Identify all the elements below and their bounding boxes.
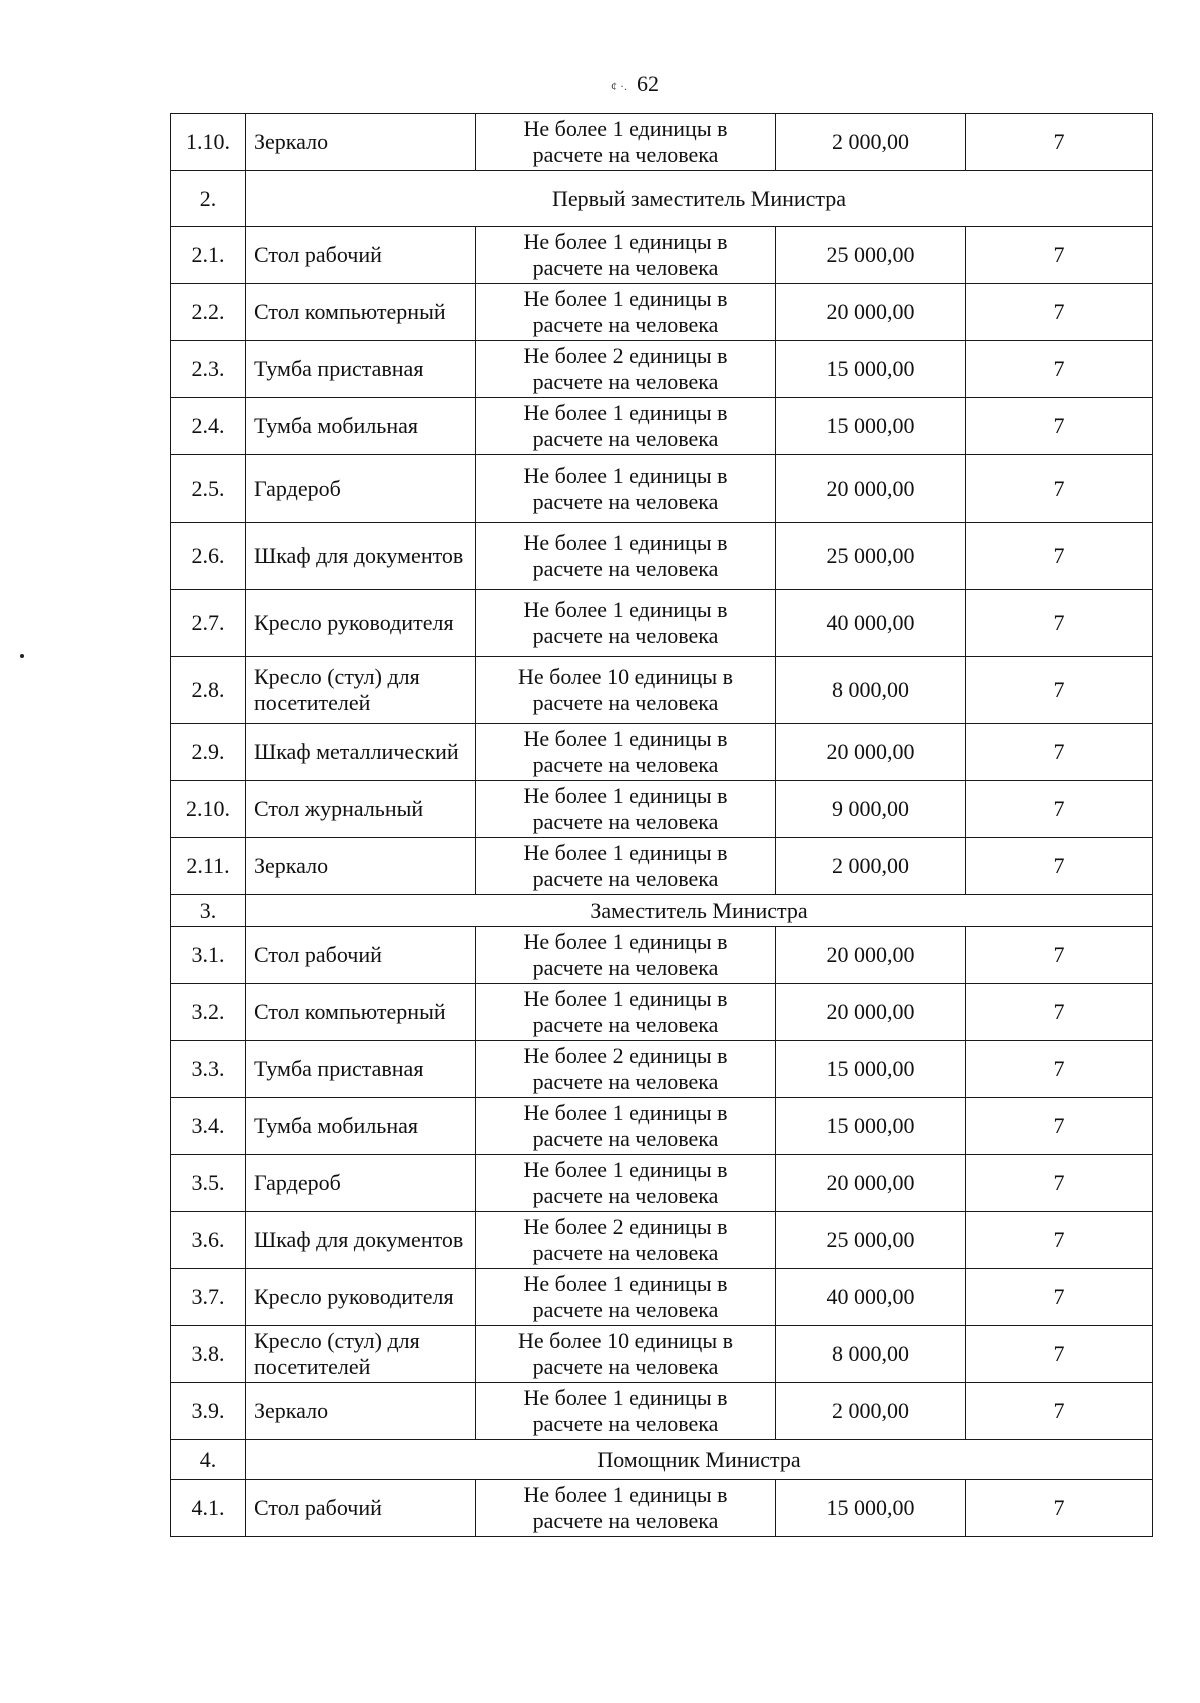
item-name: Тумба мобильная <box>246 398 476 455</box>
item-norm-line: Не более 10 единицы в <box>518 1328 733 1353</box>
item-norm-line: расчете на человека <box>532 809 719 834</box>
item-norm-line: Не более 1 единицы в <box>523 726 728 751</box>
item-name: Зеркало <box>246 114 476 171</box>
item-norm-line: расчете на человека <box>532 1012 719 1037</box>
table-row <box>171 590 1153 657</box>
item-service-years: 7 <box>966 724 1153 781</box>
item-price: 15 000,00 <box>776 1480 966 1537</box>
item-number: 2.10. <box>171 781 246 838</box>
item-price: 15 000,00 <box>776 341 966 398</box>
item-number: 4.1. <box>171 1480 246 1537</box>
item-norm <box>476 657 776 724</box>
item-service-years: 7 <box>966 455 1153 523</box>
item-norm <box>476 1212 776 1269</box>
item-service-years: 7 <box>966 227 1153 284</box>
item-name: Тумба приставная <box>246 1041 476 1098</box>
table-row <box>171 114 1153 171</box>
table-row <box>171 1326 1153 1383</box>
item-norm-line: Не более 1 единицы в <box>523 400 728 425</box>
table-row <box>171 284 1153 341</box>
item-price: 15 000,00 <box>776 1041 966 1098</box>
item-service-years: 7 <box>966 984 1153 1041</box>
item-service-years: 7 <box>966 657 1153 724</box>
item-price: 15 000,00 <box>776 1098 966 1155</box>
item-norm <box>476 523 776 590</box>
item-service-years: 7 <box>966 838 1153 895</box>
table-row <box>171 1269 1153 1326</box>
item-price: 2 000,00 <box>776 838 966 895</box>
item-name: Кресло руководителя <box>246 590 476 657</box>
table-row <box>171 523 1153 590</box>
section-title: Помощник Министра <box>246 1440 1153 1480</box>
table-row <box>171 657 1153 724</box>
item-number: 2.11. <box>171 838 246 895</box>
item-norm <box>476 1041 776 1098</box>
item-name: Стол компьютерный <box>246 284 476 341</box>
item-norm-line: расчете на человека <box>532 1354 719 1379</box>
item-norm-line: Не более 2 единицы в <box>523 1214 728 1239</box>
item-norm <box>476 1269 776 1326</box>
item-norm <box>476 927 776 984</box>
table-row <box>171 341 1153 398</box>
section-number: 4. <box>171 1440 246 1480</box>
section-title: Первый заместитель Министра <box>246 171 1153 227</box>
section-row <box>171 895 1153 927</box>
item-norm-line: расчете на человека <box>532 623 719 648</box>
table-row <box>171 927 1153 984</box>
table-row <box>171 984 1153 1041</box>
item-norm-line: Не более 1 единицы в <box>523 286 728 311</box>
item-service-years: 7 <box>966 1098 1153 1155</box>
item-price: 25 000,00 <box>776 227 966 284</box>
item-name: Шкаф для документов <box>246 523 476 590</box>
item-norm-line: расчете на человека <box>532 955 719 980</box>
item-norm-line: расчете на человека <box>532 1508 719 1533</box>
item-number: 2.1. <box>171 227 246 284</box>
item-price: 9 000,00 <box>776 781 966 838</box>
item-price: 20 000,00 <box>776 455 966 523</box>
item-norm <box>476 227 776 284</box>
item-norm-line: Не более 1 единицы в <box>523 1100 728 1125</box>
item-norm <box>476 984 776 1041</box>
item-service-years: 7 <box>966 341 1153 398</box>
item-norm-line: Не более 1 единицы в <box>523 783 728 808</box>
item-number: 3.4. <box>171 1098 246 1155</box>
item-number: 3.5. <box>171 1155 246 1212</box>
item-norm-line: расчете на человека <box>532 866 719 891</box>
item-norm <box>476 1326 776 1383</box>
item-service-years: 7 <box>966 1155 1153 1212</box>
table-row <box>171 1383 1153 1440</box>
item-price: 40 000,00 <box>776 1269 966 1326</box>
item-norm-line: расчете на человека <box>532 1126 719 1151</box>
table-row <box>171 781 1153 838</box>
item-service-years: 7 <box>966 523 1153 590</box>
table-row <box>171 838 1153 895</box>
item-number: 1.10. <box>171 114 246 171</box>
item-number: 2.5. <box>171 455 246 523</box>
table-row <box>171 1212 1153 1269</box>
section-row <box>171 1440 1153 1480</box>
table-row <box>171 398 1153 455</box>
table-row <box>171 724 1153 781</box>
item-norm-line: Не более 1 единицы в <box>523 1482 728 1507</box>
item-name: Зеркало <box>246 838 476 895</box>
item-norm-line: расчете на человека <box>532 255 719 280</box>
table-row <box>171 1041 1153 1098</box>
item-number: 2.6. <box>171 523 246 590</box>
page-number-mark: ¢ ·. <box>611 78 627 93</box>
section-row <box>171 171 1153 227</box>
item-service-years: 7 <box>966 590 1153 657</box>
item-norm <box>476 455 776 523</box>
item-norm-line: Не более 10 единицы в <box>518 664 733 689</box>
item-name: Тумба приставная <box>246 341 476 398</box>
item-name: Зеркало <box>246 1383 476 1440</box>
item-price: 20 000,00 <box>776 284 966 341</box>
item-service-years: 7 <box>966 927 1153 984</box>
item-name: Тумба мобильная <box>246 1098 476 1155</box>
item-norm <box>476 724 776 781</box>
item-norm <box>476 781 776 838</box>
item-name: Стол журнальный <box>246 781 476 838</box>
item-service-years: 7 <box>966 1480 1153 1537</box>
item-norm-line: расчете на человека <box>532 426 719 451</box>
section-number: 3. <box>171 895 246 927</box>
item-norm-line: расчете на человека <box>532 752 719 777</box>
item-price: 25 000,00 <box>776 1212 966 1269</box>
item-price: 8 000,00 <box>776 657 966 724</box>
item-service-years: 7 <box>966 1383 1153 1440</box>
item-number: 3.3. <box>171 1041 246 1098</box>
item-service-years: 7 <box>966 1041 1153 1098</box>
item-norm <box>476 1098 776 1155</box>
item-norm-line: Не более 2 единицы в <box>523 343 728 368</box>
item-price: 8 000,00 <box>776 1326 966 1383</box>
item-price: 2 000,00 <box>776 1383 966 1440</box>
item-name: Стол рабочий <box>246 227 476 284</box>
item-service-years: 7 <box>966 398 1153 455</box>
table-row <box>171 1155 1153 1212</box>
item-number: 2.4. <box>171 398 246 455</box>
item-name: Шкаф для документов <box>246 1212 476 1269</box>
item-norm-line: Не более 1 единицы в <box>523 597 728 622</box>
table-row <box>171 455 1153 523</box>
item-norm-line: Не более 1 единицы в <box>523 229 728 254</box>
item-price: 25 000,00 <box>776 523 966 590</box>
table-row <box>171 1480 1153 1537</box>
item-name: Гардероб <box>246 455 476 523</box>
item-name: Кресло (стул) для посетителей <box>246 1326 476 1383</box>
item-price: 2 000,00 <box>776 114 966 171</box>
page-number-value: 62 <box>637 71 659 96</box>
item-norm <box>476 114 776 171</box>
item-service-years: 7 <box>966 1269 1153 1326</box>
item-norm <box>476 1480 776 1537</box>
item-norm-line: Не более 1 единицы в <box>523 1385 728 1410</box>
item-number: 2.8. <box>171 657 246 724</box>
item-norm-line: Не более 1 единицы в <box>523 462 728 488</box>
item-name: Гардероб <box>246 1155 476 1212</box>
item-name: Стол компьютерный <box>246 984 476 1041</box>
item-norm <box>476 1155 776 1212</box>
table-body <box>171 114 1153 1537</box>
item-price: 20 000,00 <box>776 1155 966 1212</box>
item-norm-line: Не более 1 единицы в <box>523 1271 728 1296</box>
item-norm <box>476 398 776 455</box>
item-norm-line: расчете на человека <box>532 1297 719 1322</box>
item-norm-line: расчете на человека <box>532 1069 719 1094</box>
furniture-norms-table <box>170 113 1153 1537</box>
item-norm <box>476 838 776 895</box>
item-norm <box>476 1383 776 1440</box>
item-norm-line: Не более 1 единицы в <box>523 530 728 555</box>
item-norm-line: расчете на человека <box>532 369 719 394</box>
item-norm-line: расчете на человека <box>532 556 719 581</box>
section-number: 2. <box>171 171 246 227</box>
table-row <box>171 227 1153 284</box>
item-norm-line: расчете на человека <box>532 142 719 167</box>
item-name: Стол рабочий <box>246 1480 476 1537</box>
item-norm-line: Не более 1 единицы в <box>523 116 728 141</box>
item-name: Кресло (стул) для посетителей <box>246 657 476 724</box>
item-number: 3.2. <box>171 984 246 1041</box>
item-norm-line: Не более 1 единицы в <box>523 840 728 865</box>
item-name: Шкаф металлический <box>246 724 476 781</box>
item-number: 3.8. <box>171 1326 246 1383</box>
stray-dot-left <box>20 654 24 658</box>
item-norm <box>476 341 776 398</box>
item-number: 3.6. <box>171 1212 246 1269</box>
item-number: 2.7. <box>171 590 246 657</box>
item-service-years: 7 <box>966 781 1153 838</box>
item-number: 2.2. <box>171 284 246 341</box>
item-price: 40 000,00 <box>776 590 966 657</box>
table-row <box>171 1098 1153 1155</box>
item-service-years: 7 <box>966 1326 1153 1383</box>
item-norm-line: расчете на человека <box>532 690 719 715</box>
item-norm-line: расчете на человека <box>532 1411 719 1436</box>
item-norm <box>476 284 776 341</box>
section-title: Заместитель Министра <box>246 895 1153 927</box>
item-norm-line: расчете на человека <box>532 488 719 514</box>
item-service-years: 7 <box>966 284 1153 341</box>
item-name: Стол рабочий <box>246 927 476 984</box>
item-name: Кресло руководителя <box>246 1269 476 1326</box>
item-norm-line: расчете на человека <box>532 1240 719 1265</box>
item-service-years: 7 <box>966 114 1153 171</box>
page-number <box>560 70 710 100</box>
item-price: 15 000,00 <box>776 398 966 455</box>
item-price: 20 000,00 <box>776 984 966 1041</box>
item-service-years: 7 <box>966 1212 1153 1269</box>
item-number: 2.3. <box>171 341 246 398</box>
item-norm-line: Не более 1 единицы в <box>523 929 728 954</box>
item-norm-line: расчете на человека <box>532 312 719 337</box>
item-number: 3.9. <box>171 1383 246 1440</box>
item-norm-line: Не более 2 единицы в <box>523 1043 728 1068</box>
item-number: 3.1. <box>171 927 246 984</box>
item-norm-line: расчете на человека <box>532 1183 719 1208</box>
item-price: 20 000,00 <box>776 927 966 984</box>
item-norm <box>476 590 776 657</box>
item-number: 2.9. <box>171 724 246 781</box>
item-norm-line: Не более 1 единицы в <box>523 986 728 1011</box>
item-price: 20 000,00 <box>776 724 966 781</box>
item-number: 3.7. <box>171 1269 246 1326</box>
item-norm-line: Не более 1 единицы в <box>523 1157 728 1182</box>
